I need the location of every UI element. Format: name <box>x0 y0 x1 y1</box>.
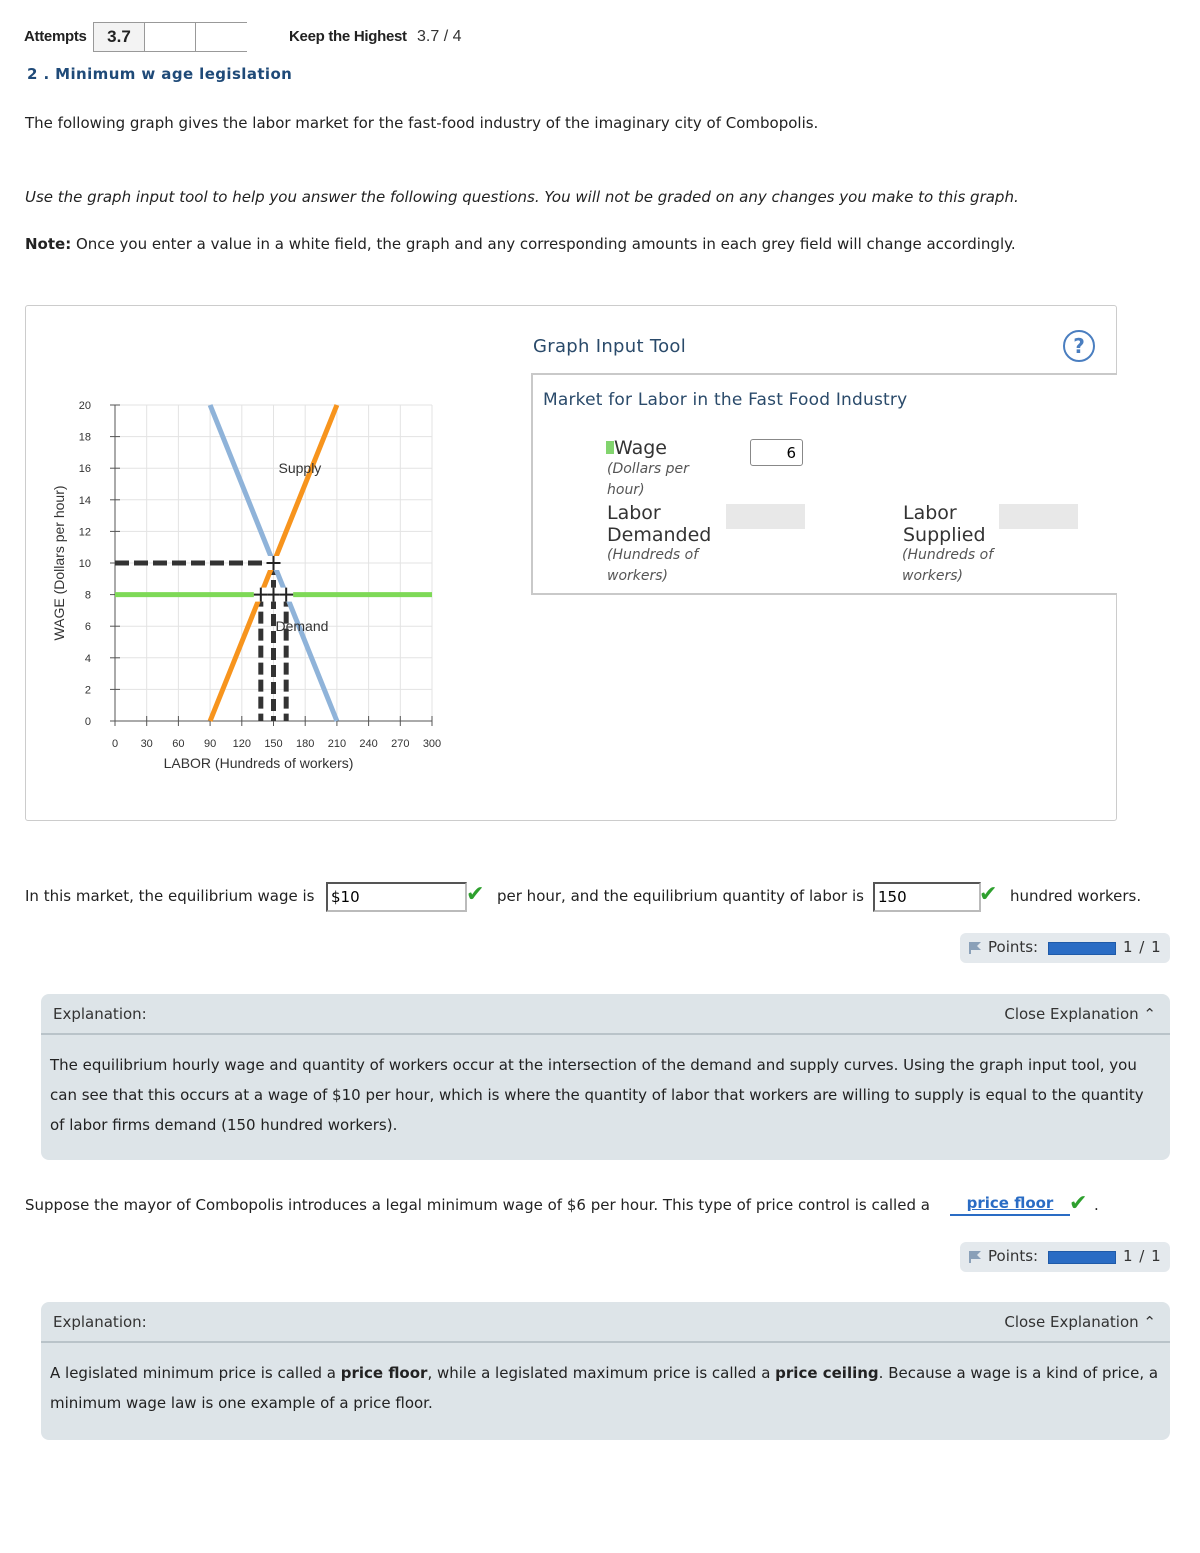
question-intro: The following graph gives the labor market for the fast-food industry of the imaginary city of Combopolis. <box>25 114 819 132</box>
explanation-term: price ceiling <box>775 1364 879 1382</box>
keep-highest-score: 3.7 / 4 <box>417 28 462 45</box>
explanation-label: Explanation: <box>53 1005 147 1023</box>
close-explanation-label: Close Explanation <box>1004 1313 1139 1331</box>
check-icon: ✔ <box>466 882 485 907</box>
labor-demanded-units: (Hundreds of workers) <box>607 547 699 584</box>
attempts-label: Attempts <box>24 28 87 45</box>
close-explanation-button[interactable] <box>1004 1005 1156 1023</box>
graph-input-tool-title: Graph Input Tool <box>533 336 687 357</box>
price-control-dropdown[interactable]: price floor <box>950 1194 1070 1216</box>
y-tick-label: 14 <box>78 494 91 507</box>
q1-middle-text: per hour, and the equilibrium quantity of labor is <box>497 887 864 905</box>
graph-tool-market-title: Market for Labor in the Fast Food Industry <box>543 390 908 410</box>
equilibrium-wage-input[interactable] <box>326 882 467 912</box>
points-label: Points: <box>988 1247 1039 1265</box>
supply-label: Supply <box>278 460 322 477</box>
x-tick-label: 240 <box>359 738 378 750</box>
x-tick-label: 90 <box>203 738 217 750</box>
points-badge <box>960 1242 1170 1272</box>
close-explanation-label: Close Explanation <box>1004 1005 1139 1023</box>
explanation-panel <box>41 1302 1170 1440</box>
question-title: 2 . Minimum w age legislation <box>27 65 293 83</box>
close-explanation-button[interactable] <box>1004 1313 1156 1331</box>
chevron-up-icon: ⌃ <box>1143 1313 1156 1331</box>
y-tick-label: 20 <box>78 400 91 412</box>
attempt-score-1: 3.7 <box>93 22 145 52</box>
note-body: Once you enter a value in a white field, the graph and any corresponding amounts in each grey field will change accordingly. <box>71 235 1016 253</box>
x-tick-label: 180 <box>296 738 315 750</box>
labor-market-chart[interactable] <box>26 306 526 806</box>
explanation-text: , while a legislated maximum price is called a <box>427 1364 776 1382</box>
explanation-term: price floor <box>340 1364 428 1382</box>
y-tick-label: 6 <box>84 621 91 634</box>
y-tick-label: 10 <box>78 558 91 570</box>
q1-suffix-text: hundred workers. <box>1010 887 1142 905</box>
keep-highest-label: Keep the Highest <box>289 28 407 45</box>
attempt-score-2 <box>144 22 196 52</box>
points-label: Points: <box>988 938 1039 956</box>
y-tick-label: 0 <box>84 716 91 728</box>
x-tick-label: 270 <box>391 738 410 750</box>
explanation-label: Explanation: <box>53 1313 147 1331</box>
check-icon: ✔ <box>1069 1191 1088 1216</box>
wage-color-swatch <box>606 441 614 454</box>
q2-period: . <box>1094 1196 1099 1214</box>
flag-icon <box>968 941 982 955</box>
note-text <box>25 235 1016 253</box>
labor-demanded-field <box>726 504 805 529</box>
note-label: Note: <box>25 235 72 253</box>
check-icon: ✔ <box>979 882 998 907</box>
x-tick-label: 300 <box>422 738 442 750</box>
q1-prefix-text: In this market, the equilibrium wage is <box>25 887 315 905</box>
demand-label: Demand <box>275 618 329 635</box>
attempt-score-3 <box>195 22 247 52</box>
x-tick-label: 150 <box>264 738 283 750</box>
y-axis-label: WAGE (Dollars per hour) <box>51 485 67 641</box>
chevron-up-icon: ⌃ <box>1143 1005 1156 1023</box>
labor-supplied-field <box>999 504 1078 529</box>
y-tick-label: 18 <box>78 431 91 444</box>
explanation-header <box>41 994 1170 1035</box>
explanation-header <box>41 1302 1170 1343</box>
y-tick-label: 16 <box>78 463 91 476</box>
labor-demanded-label: Labor Demanded <box>607 502 712 546</box>
flag-icon <box>968 1250 982 1264</box>
points-badge <box>960 933 1170 963</box>
x-axis-label: LABOR (Hundreds of workers) <box>163 755 354 771</box>
x-tick-label: 210 <box>327 738 347 750</box>
points-score: 1 / 1 <box>1123 1247 1162 1265</box>
graph-instruction: Use the graph input tool to help you answer the following questions. You will not be graded on any changes you make to this graph. <box>25 188 1019 206</box>
explanation-text: A legislated minimum price is called a <box>50 1364 341 1382</box>
equilibrium-quantity-input[interactable] <box>873 882 981 912</box>
labor-supplied-label: Labor Supplied <box>903 502 986 546</box>
y-tick-label: 8 <box>84 589 91 602</box>
explanation-body: The equilibrium hourly wage and quantity of workers occur at the intersection of the demand and supply curves. Using the graph input tool, you can see that this occurs at a wage of $10 per hour, which is where the quantity of labor that workers are willing to supply is equal to the quantity of labor firms demand (150 hundred workers). <box>50 1056 1144 1134</box>
wage-input[interactable] <box>750 439 803 466</box>
explanation-body <box>50 1358 1162 1418</box>
x-tick-label: 0 <box>111 738 119 750</box>
wage-label: Wage <box>614 437 667 459</box>
points-progress-bar <box>1048 942 1116 955</box>
y-tick-label: 12 <box>78 526 91 539</box>
explanation-text: . Because a wage is a kind of price, a minimum wage law is one example of a price floor. <box>50 1364 1159 1412</box>
points-score: 1 / 1 <box>1123 938 1162 956</box>
wage-units: (Dollars per hour) <box>607 461 689 498</box>
labor-supplied-units: (Hundreds of workers) <box>902 547 994 584</box>
x-tick-label: 60 <box>172 738 185 750</box>
q2-prefix-text: Suppose the mayor of Combopolis introduces a legal minimum wage of $6 per hour. This type of price control is called a <box>25 1196 930 1214</box>
points-progress-bar <box>1048 1251 1116 1264</box>
explanation-panel <box>41 994 1170 1160</box>
y-tick-label: 2 <box>84 684 91 697</box>
x-tick-label: 120 <box>232 738 251 750</box>
y-tick-label: 4 <box>84 652 91 665</box>
question-circle-icon[interactable]: ? <box>1063 330 1095 362</box>
x-tick-label: 30 <box>140 738 153 750</box>
